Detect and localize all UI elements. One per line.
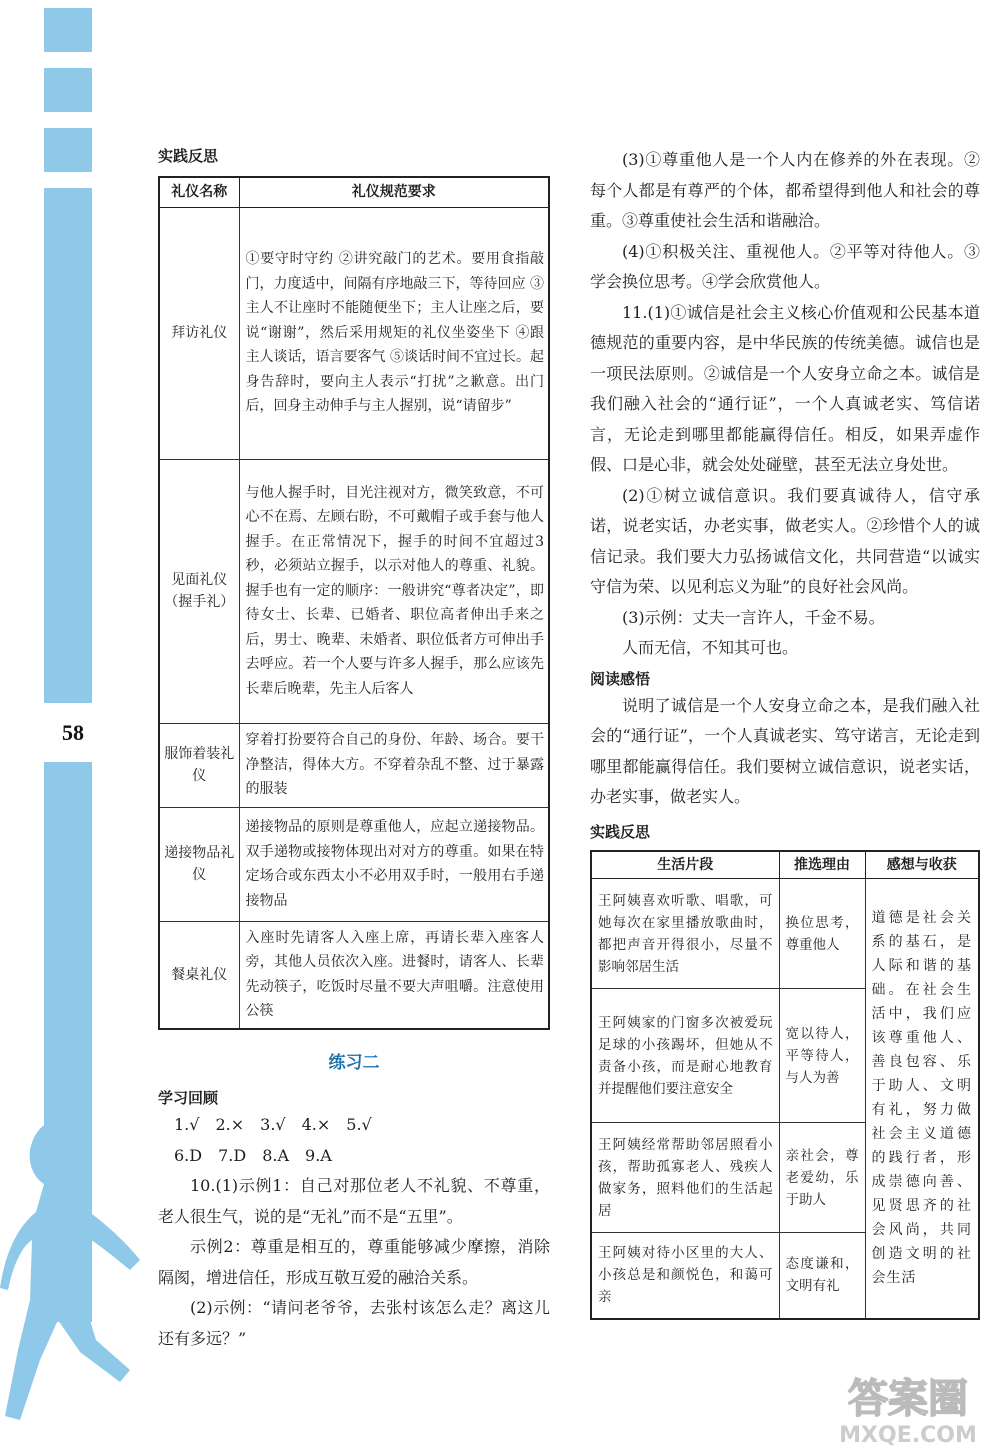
answer-line: 6.D 7.D 8.A 9.A	[174, 1145, 332, 1165]
reason-cell: 亲社会，尊老爱幼，乐于助人	[779, 1123, 865, 1233]
answer-paragraph: 示例2：尊重是相互的，尊重能够减少摩擦，消除隔阂，增进信任，形成互敬互爱的融洽关系。	[158, 1237, 550, 1287]
answer-paragraph: (3)示例：丈夫一言许人，千金不易。	[622, 607, 885, 627]
etiquette-requirement: 入座时先请客人入座上席，再请长辈入座客人旁，其他人员依次入座。进餐时，请客人、长辈先动筷子，吃饭时尽量不要大声咀嚼。注意使用公筷	[239, 921, 549, 1029]
svg-text:答案圈: 答案圈	[848, 1376, 968, 1422]
reason-cell: 宽以待人，平等待人，与人为善	[779, 989, 865, 1123]
reason-cell: 态度谦和，文明有礼	[779, 1233, 865, 1319]
right-column	[590, 145, 980, 1320]
table-row	[159, 921, 549, 1029]
reason-cell: 换位思考，尊重他人	[779, 879, 865, 989]
answer-paragraph: (2)①树立诚信意识。我们要真诚待人，信守承诺，说老实话，办老实事，做老实人。②珍惜个人的诚信记录。我们要大力弘扬诚信文化，共同营造“以诚实守信为荣、以见利忘义为耻”的良好社会风尚。	[590, 485, 980, 596]
fragment-cell: 王阿姨喜欢听歌、唱歌，可她每次在家里播放歌曲时，都把声音开得很小，尽量不影响邻居生活	[591, 879, 779, 989]
etiquette-requirement: 穿着打扮要符合自己的身份、年龄、场合。要干净整洁，得体大方。不穿着杂乱不整、过于暴露的服装	[239, 723, 549, 807]
answer-paragraph: (2)示例：“请问老爷爷，去张村该怎么走？离这儿还有多远？”	[158, 1298, 550, 1348]
fragment-cell: 王阿姨家的门窗多次被爱玩足球的小孩踢坏，但她从不责备小孩，而是耐心地教育并提醒他们要注意安全	[591, 989, 779, 1123]
section-heading: 阅读感悟	[590, 669, 651, 688]
table-header: 礼仪名称	[159, 177, 239, 207]
reflection-cell: 道德是社会关系的基石，是人际和谐的基础。在社会生活中，我们应该尊重他人、善良包容、乐于助人、文明有礼，努力做社会主义道德的践行者，形成崇德向善、见贤思齐的社会风尚，共同创造文明的社会生活	[865, 879, 979, 1319]
etiquette-name: 服饰着装礼仪	[159, 723, 239, 807]
table-row	[159, 207, 549, 459]
strip-dash	[44, 128, 92, 172]
life-fragment-table	[590, 850, 980, 1320]
page-number: 58	[62, 720, 84, 745]
reading-paragraph: 说明了诚信是一个人安身立命之本，是我们融入社会的“通行证”，一个人真诚老实、笃守诺言，无论走到哪里都能赢得信任。我们要树立诚信意识，说老实话，办老实事，做老实人。	[590, 695, 980, 806]
table-header: 感想与收获	[865, 851, 979, 879]
table-header: 推选理由	[779, 851, 865, 879]
table-row	[159, 807, 549, 921]
answer-paragraph: (3)①尊重他人是一个人内在修养的外在表现。②每个人都是有尊严的个体，都希望得到他人和社会的尊重。③尊重使社会生活和谐融洽。	[590, 150, 980, 230]
exercise-title: 练习二	[328, 1053, 380, 1073]
strip-dash	[44, 8, 92, 52]
answer-paragraph: 11.(1)①诚信是社会主义核心价值观和公民基本道德规范的重要内容，是中华民族的传统美德。诚信也是一项民法原则。②诚信是一个人安身立命之本。诚信是我们融入社会的“通行证”，一个人真诚老实、笃信诺言，无论走到哪里都能赢得信任。相反，如果弄虚作假、口是心非，就会处处碰壁，甚至无法立身处世。	[590, 302, 980, 474]
etiquette-name: 拜访礼仪	[159, 207, 239, 459]
table-header: 生活片段	[591, 851, 779, 879]
svg-text:MXQE.COM: MXQE.COM	[839, 1423, 977, 1448]
answer-line: 1.√ 2.× 3.√ 4.× 5.√	[174, 1115, 372, 1134]
etiquette-name: 见面礼仪（握手礼）	[159, 459, 239, 723]
fragment-cell: 王阿姨经常帮助邻居照看小孩，帮助孤寡老人、残疾人做家务，照料他们的生活起居	[591, 1123, 779, 1233]
table-row	[591, 879, 979, 989]
answer-paragraph: 人而无信，不知其可也。	[622, 638, 799, 657]
etiquette-name: 递接物品礼仪	[159, 807, 239, 921]
section-heading: 实践反思	[158, 147, 219, 165]
answer-paragraph: 10.(1)示例1：自己对那位老人不礼貌、不尊重，老人很生气，说的是“无礼”而不是“五里”。	[158, 1176, 550, 1226]
table-header: 礼仪规范要求	[239, 177, 549, 207]
answer-paragraph: (4)①积极关注、重视他人。②平等对待他人。③学会换位思考。④学会欣赏他人。	[590, 241, 980, 291]
section-heading: 学习回顾	[158, 1089, 219, 1107]
etiquette-name: 餐桌礼仪	[159, 921, 239, 1029]
left-column	[158, 145, 550, 1354]
etiquette-table	[158, 176, 550, 1030]
strip-dash	[44, 68, 92, 112]
etiquette-requirement: ①要守时守约 ②讲究敲门的艺术。要用食指敲门，力度适中，间隔有序地敲三下，等待回应 ③主人不让座时不能随便坐下；主人让座之后，要说“谢谢”，然后采用规矩的礼仪坐姿坐下 ④跟主人谈话，语言要客气 ⑤谈话时间不宜过长。起身告辞时，要向主人表示“打扰”之歉意。出门后，回身主动伸手与主人握别，说“请留步”	[239, 207, 549, 459]
watermark-logo	[823, 1360, 993, 1450]
etiquette-requirement: 递接物品的原则是尊重他人，应起立递接物品。双手递物或接物体现出对对方的尊重。如果在特定场合或东西太小不必用双手时，一般用右手递接物品	[239, 807, 549, 921]
section-heading: 实践反思	[590, 822, 651, 841]
strip-band	[44, 188, 92, 703]
table-row	[159, 459, 549, 723]
table-row	[159, 723, 549, 807]
child-silhouette-illustration	[0, 1120, 170, 1455]
etiquette-requirement: 与他人握手时，目光注视对方，微笑致意，不可心不在焉、左顾右盼，不可戴帽子或手套与他人握手。在正常情况下，握手的时间不宜超过3秒，必须站立握手，以示对他人的尊重、礼貌。握手也有一定的顺序：一般讲究“尊者决定”，即待女士、长辈、已婚者、职位高者伸出手来之后，男士、晚辈、未婚者、职位低者方可伸出手去呼应。若一个人要与许多人握手，那么应该先长辈后晚辈，先主人后客人	[239, 459, 549, 723]
fragment-cell: 王阿姨对待小区里的大人、小孩总是和颜悦色，和蔼可亲	[591, 1233, 779, 1319]
